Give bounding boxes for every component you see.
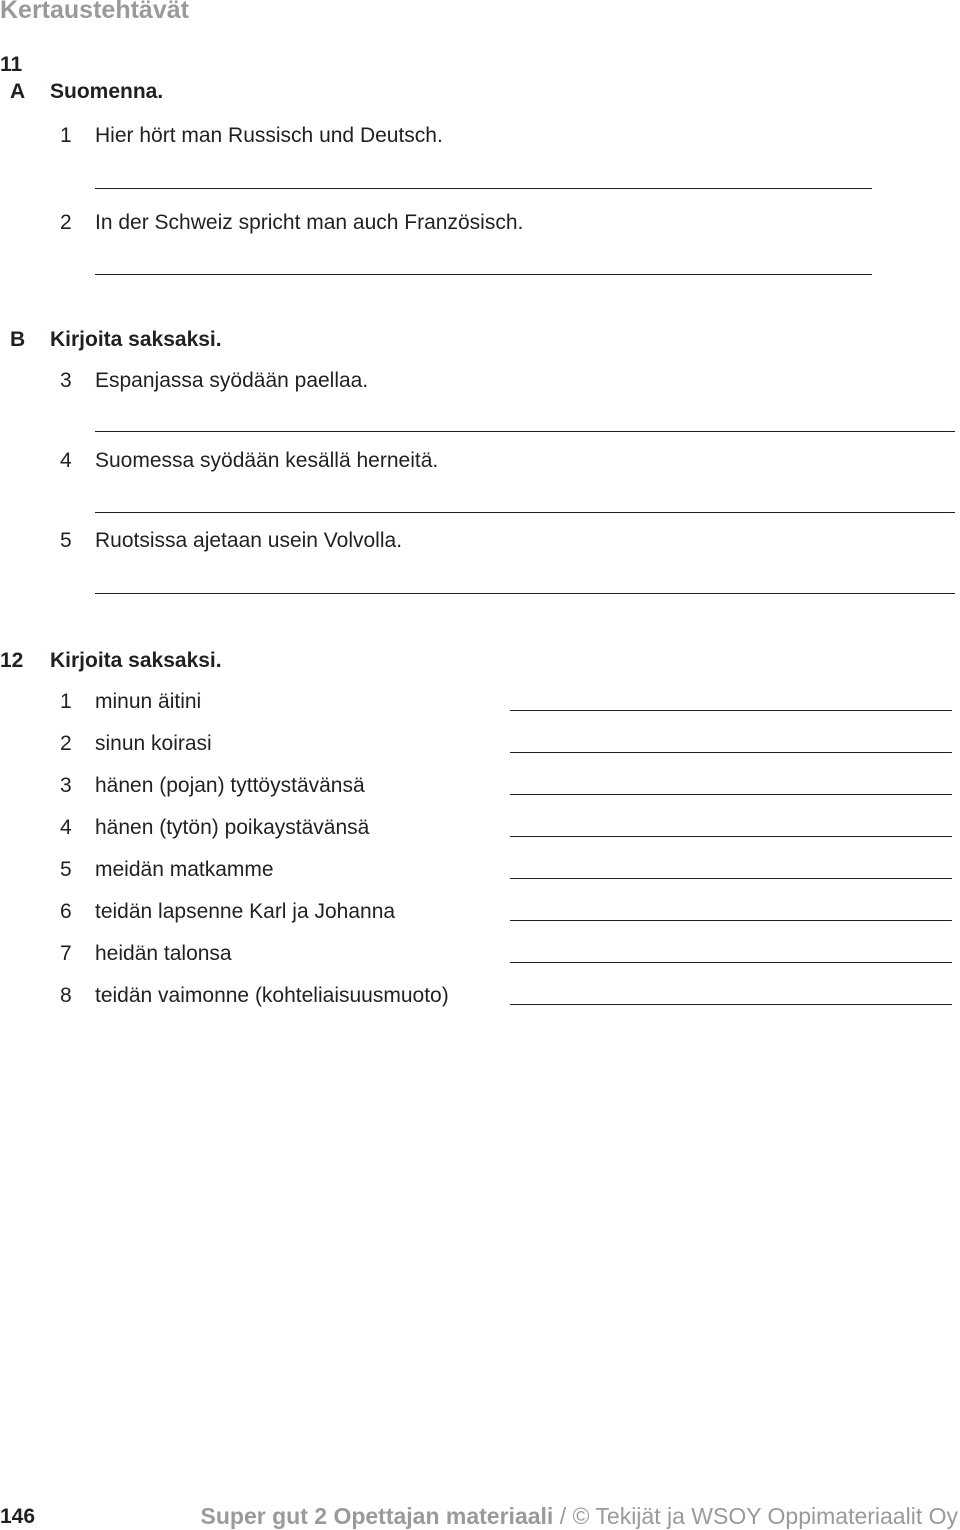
- phrase-text: heidän talonsa: [95, 942, 232, 965]
- item-number: 4: [60, 816, 72, 839]
- answer-line[interactable]: [95, 512, 955, 513]
- item-number: 4: [60, 449, 72, 472]
- answer-line[interactable]: [510, 962, 952, 963]
- answer-line[interactable]: [95, 274, 872, 275]
- book-title: Super gut 2 Opettajan materiaali: [200, 1503, 554, 1529]
- sentence-text: Espanjassa syödään paellaa.: [95, 369, 369, 392]
- exercise-11b-instruction: Kirjoita saksaksi.: [50, 328, 222, 351]
- sentence-text: Hier hört man Russisch und Deutsch.: [95, 124, 443, 147]
- answer-line[interactable]: [95, 593, 955, 594]
- phrase-text: meidän matkamme: [95, 858, 274, 881]
- answer-line[interactable]: [510, 710, 952, 711]
- phrase-text: hänen (pojan) tyttöystävänsä: [95, 774, 365, 797]
- item-number: 5: [60, 858, 72, 881]
- phrase-text: sinun koirasi: [95, 732, 212, 755]
- item-number: 8: [60, 984, 72, 1007]
- item-number: 2: [60, 732, 72, 755]
- item-number: 1: [60, 124, 72, 147]
- item-number: 7: [60, 942, 72, 965]
- answer-line[interactable]: [95, 188, 872, 189]
- item-number: 6: [60, 900, 72, 923]
- footer-credits: [201, 1503, 958, 1530]
- answer-line[interactable]: [95, 431, 955, 432]
- answer-line[interactable]: [510, 878, 952, 879]
- answer-line[interactable]: [510, 1004, 952, 1005]
- phrase-text: teidän lapsenne Karl ja Johanna: [95, 900, 396, 923]
- phrase-text: hänen (tytön) poikaystävänsä: [95, 816, 370, 839]
- page-number: 146: [0, 1505, 36, 1528]
- phrase-text: minun äitini: [95, 690, 202, 713]
- exercise-11b-letter: B: [10, 328, 26, 351]
- footer-separator: /: [559, 1503, 567, 1529]
- answer-line[interactable]: [510, 794, 952, 795]
- item-number: 1: [60, 690, 72, 713]
- item-number: 5: [60, 529, 72, 552]
- exercise-11a-instruction: Suomenna.: [50, 80, 164, 103]
- page-title: Kertaustehtävät: [0, 0, 189, 24]
- answer-line[interactable]: [510, 752, 952, 753]
- exercise-11a-letter: A: [10, 80, 26, 103]
- copyright-text: © Tekijät ja WSOY Oppimateriaalit Oy: [572, 1503, 958, 1529]
- item-number: 3: [60, 369, 72, 392]
- exercise-12-instruction: Kirjoita saksaksi.: [50, 649, 222, 672]
- answer-line[interactable]: [510, 836, 952, 837]
- phrase-text: teidän vaimonne (kohteliaisuusmuoto): [95, 984, 449, 1007]
- exercise-11-number: 11: [0, 53, 23, 76]
- item-number: 3: [60, 774, 72, 797]
- answer-line[interactable]: [510, 920, 952, 921]
- sentence-text: In der Schweiz spricht man auch Französisch.: [95, 211, 524, 234]
- sentence-text: Suomessa syödään kesällä herneitä.: [95, 449, 439, 472]
- item-number: 2: [60, 211, 72, 234]
- sentence-text: Ruotsissa ajetaan usein Volvolla.: [95, 529, 403, 552]
- exercise-12-number: 12: [0, 649, 24, 672]
